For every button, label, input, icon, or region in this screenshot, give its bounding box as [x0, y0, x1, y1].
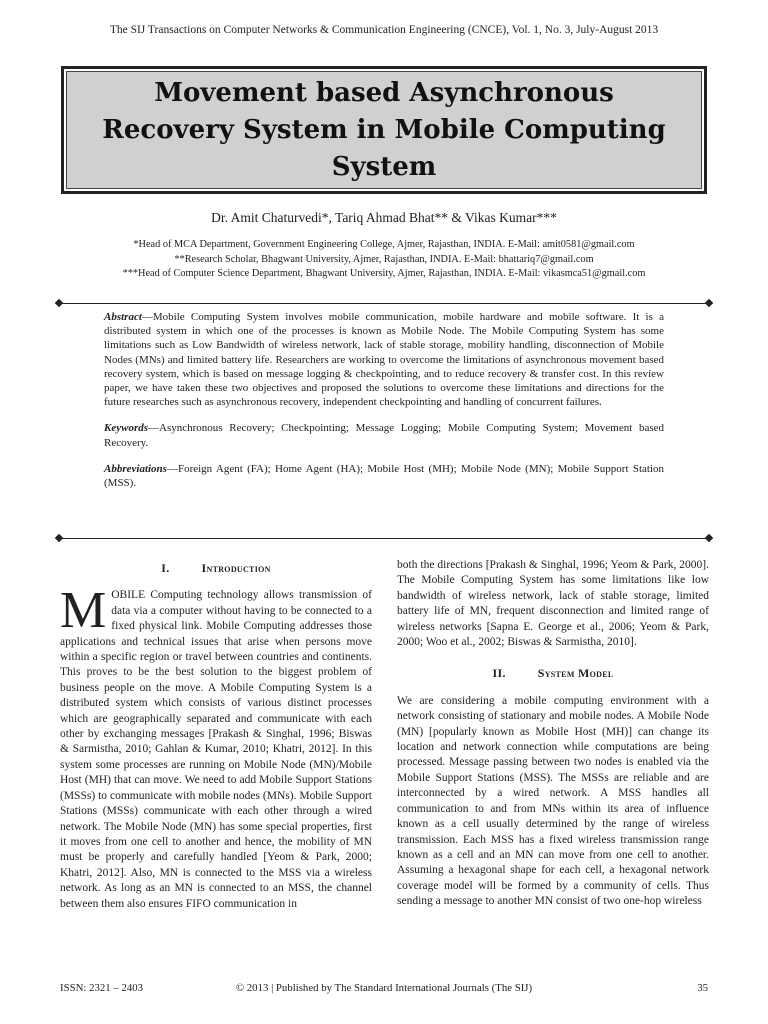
authors: Dr. Amit Chaturvedi*, Tariq Ahmad Bhat** & Vikas Kumar***	[211, 210, 557, 225]
keywords-label: Keywords	[104, 422, 148, 435]
abbreviations-text: —Foreign Agent (FA); Home Agent (HA); Mobile Host (MH); Mobile Node (MN); Mobile Support Station (MSS).	[104, 462, 664, 490]
publisher-note: © 2013 | Published by The Standard International Journals (The SIJ)	[235, 982, 533, 994]
page-number: 35	[697, 982, 708, 994]
abbreviations	[104, 462, 664, 490]
intro-paragraph	[60, 582, 372, 912]
section-title: System Model	[537, 666, 614, 681]
affiliations	[0, 238, 768, 282]
abstract-text: —Mobile Computing System involves mobile communication, mobile hardware and mobile software. It is a distributed system in which one of the processes is known as Mobile Node. The Mobile Computing System has some limitations such as Low Bandwidth of wireless network, lack of stable storage, mobility handling, disconnection of Mobile Nodes (MNs) and limited battery life. Researchers are working to overcome the limitations of asynchronous movement based recovery system, which is based on message logging & checkpointing, and to reduce recovery & transfer cost. In this review paper, we have taken these two objectives and proposed the solutions to overcome these limitations and directions for the future researches such as asynchronous recovery, independent checkpointing and handling of concurrent failures.	[104, 311, 664, 409]
intro-continued: both the directions [Prakash & Singhal, 1996; Yeom & Park, 2000]. The Mobile Computing System has some limitations like low bandwidth of wireless network, lack of stable storage, limited battery life of MN, frequent disconnection and limited range of wireless networks [Sapna E. George et al., 2006; Yeom & Park, 2000; Woo et al., 2002; Biswas & Sarmistha, 2010].	[397, 559, 709, 649]
title-line: Recovery System in Mobile Computing	[102, 114, 666, 145]
affiliation: ***Head of Computer Science Department, Bhagwant University, Ajmer, Rajasthan, INDIA. E-Mail: vikasmca51@gmail.com	[122, 268, 646, 279]
top-divider	[60, 303, 708, 304]
section-number: I.	[161, 561, 170, 575]
intro-text: OBILE Computing technology allows transmission of data via a computer without having to be connected to a fixed physical link. Mobile Computing addresses those applications and technical issues that arise when persons move within a specific region or travel between countries and continents. This proves to be the best solution to the biggest problem of business people on the move. A Mobile Computing System is a distributed system which consists of various distinct processes which are geographically separated and communicate with each other by exchanging messages [Prakash & Singhal, 1996; Biswas & Sarmistha, 2010; Gahlan & Kumar, 2010; Khatri, 2012]. In this system some processes are running on Mobile Node (MN)/Mobile Host (MH) that can move. We need to add Mobile Support Stations (MSSs) to communicate with mobile nodes (MNs). Mobile Support Stations (MSSs) communicate with each other through a wired network. The Mobile Node (MN) has some special properties, first it moves from one cell to another and hence, the mobility of MN must be properly and carefully handled [Yeom & Park, 2000; Khatri, 2012]. Also, MN is connected to the MSS via a wireless network. As long as an MN is connected to an MSS, the channel between them also ensures FIFO communication in	[60, 589, 372, 910]
abstract	[104, 310, 664, 409]
bottom-divider	[60, 538, 708, 539]
abstract-label: Abstract	[104, 311, 142, 323]
paper-title	[102, 75, 666, 186]
title-box	[61, 66, 707, 194]
issn: ISSN: 2321 – 2403	[60, 982, 144, 994]
keywords	[104, 421, 664, 449]
title-line: System	[331, 151, 437, 182]
section-number: II.	[492, 666, 506, 681]
abbreviations-label: Abbreviations	[104, 462, 167, 475]
section-heading	[397, 666, 709, 681]
right-column	[397, 558, 709, 910]
title-line: Movement based Asynchronous	[154, 77, 614, 108]
keywords-text: —Asynchronous Recovery; Checkpointing; Message Logging; Mobile Computing System; Movement based Recovery.	[104, 422, 664, 449]
section-heading	[60, 561, 372, 576]
system-model-paragraph: We are considering a mobile computing environment with a network consisting of stationary and mobile nodes. A Mobile Node (MN) [popularly known as Mobile Host (MH)] can change its location and network connection while computations are being processed. Message passing between two nodes is enabled via the Mobile Support Stations (MSS). The MSSs are reliable and are interconnected by a wired network. A MSS handles all communication to and from MNs within its area of influence known as a cell usually determined by the range of wireless transmission. Each MSS has a fixed wireless transmission range known as a cell and an MN can move from one cell to another. Assuming a hexagonal shape for each cell, a hexagonal network coverage model will be formed by a community of cells. Thus sending a message to another MN consist of two one-hop wireless	[397, 694, 709, 908]
journal-header: The SIJ Transactions on Computer Networks & Communication Engineering (CNCE), Vol. 1, No. 3, July-August 2013	[109, 24, 659, 36]
abstract-block	[104, 310, 664, 502]
section-title: Introduction	[201, 561, 271, 575]
affiliation: *Head of MCA Department, Government Engineering College, Ajmer, Rajasthan, INDIA. E-Mail: amit0581@gmail.com	[133, 239, 635, 250]
left-column	[60, 558, 372, 912]
drop-cap: M	[60, 582, 107, 640]
affiliation: **Research Scholar, Bhagwant University, Ajmer, Rajasthan, INDIA. E-Mail: bhattariq7@gmail.com	[174, 253, 594, 265]
